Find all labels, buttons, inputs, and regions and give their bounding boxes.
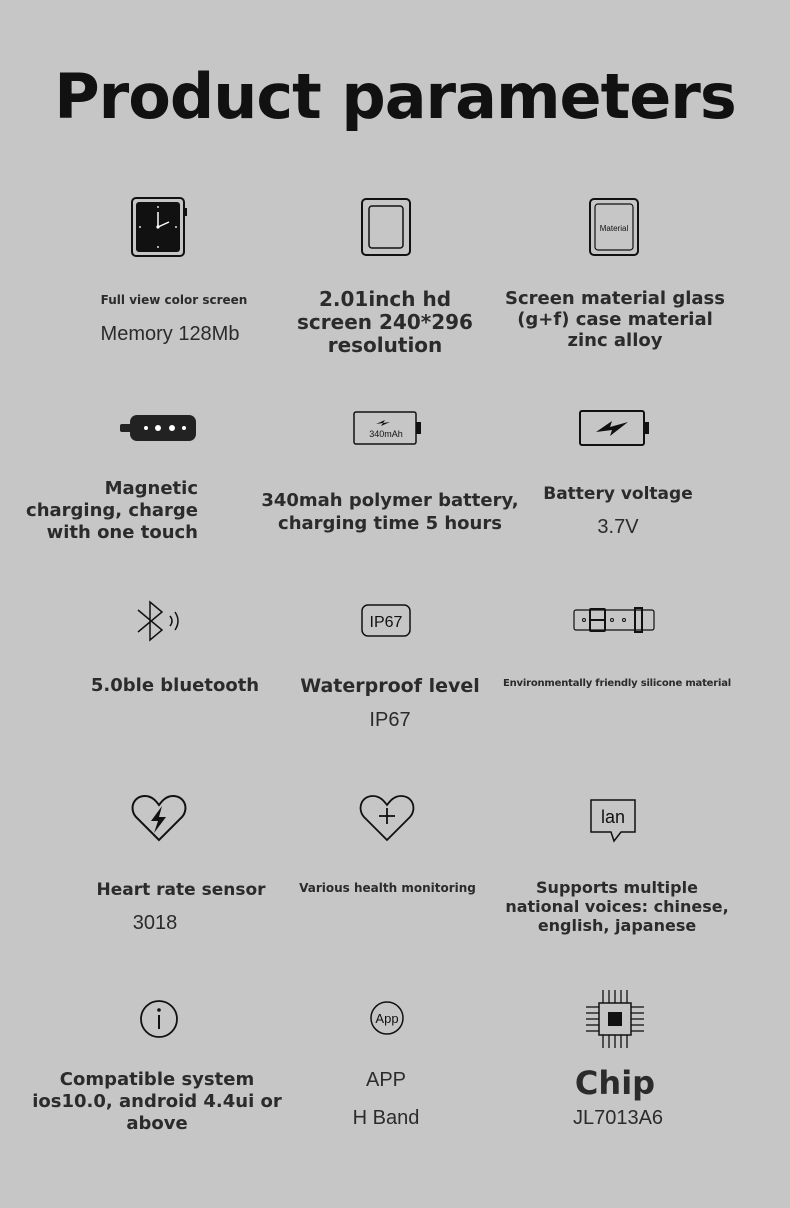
app-value: H Band xyxy=(352,1107,420,1129)
material-label: Screen material glass (g+f) case material zinc alloy xyxy=(505,288,725,351)
waterproof-value: IP67 xyxy=(369,709,411,731)
screen-value: Memory 128Mb xyxy=(100,323,240,345)
battery-icon-text: 340mAh xyxy=(369,429,403,439)
ip67-icon-text: IP67 xyxy=(369,614,403,631)
voltage-value: 3.7V xyxy=(597,516,639,538)
ip67-icon xyxy=(360,603,414,639)
size-label: 2.01inch hd screen 240*296 resolution xyxy=(297,287,473,357)
magnetic-charger-icon xyxy=(120,412,200,444)
screen-label: Full view color screen xyxy=(100,293,248,307)
health-monitoring-icon xyxy=(358,793,416,843)
waterproof-label: Waterproof level xyxy=(300,675,480,697)
strap-label: Environmentally friendly silicone material xyxy=(502,678,731,689)
language-icon xyxy=(589,798,639,844)
battery-label: 340mah polymer battery, charging time 5 hours xyxy=(261,490,519,534)
system-label: Compatible system ios10.0, android 4.4ui or above xyxy=(32,1069,282,1134)
page-title: Product parameters xyxy=(54,60,736,133)
heart-rate-icon xyxy=(130,793,188,843)
languages-label: Supports multiple national voices: chinese, english, japanese xyxy=(505,878,729,935)
smartwatch-icon xyxy=(130,196,188,260)
voltage-label: Battery voltage xyxy=(543,484,693,504)
app-icon-text: App xyxy=(375,1011,399,1026)
material-icon xyxy=(588,197,642,259)
chip-icon xyxy=(584,988,646,1050)
bluetooth-icon xyxy=(134,598,186,644)
heart-rate-label: Heart rate sensor xyxy=(96,880,266,900)
language-icon-text: lan xyxy=(600,807,626,827)
strap-icon xyxy=(572,607,658,633)
battery-capacity-icon xyxy=(352,410,424,446)
screen-size-icon xyxy=(360,197,414,259)
chip-label: Chip xyxy=(574,1064,656,1102)
bluetooth-label: 5.0ble bluetooth xyxy=(90,675,260,696)
app-label: APP xyxy=(365,1069,407,1091)
health-label: Various health monitoring xyxy=(299,881,476,895)
app-icon xyxy=(368,999,406,1037)
battery-voltage-icon xyxy=(578,408,652,448)
heart-rate-value: 3018 xyxy=(132,912,178,934)
material-icon-text: Material xyxy=(599,224,629,233)
info-icon xyxy=(138,998,180,1040)
chip-value: JL7013A6 xyxy=(572,1107,664,1129)
charging-label: Magnetic charging, charge with one touch xyxy=(26,478,198,543)
